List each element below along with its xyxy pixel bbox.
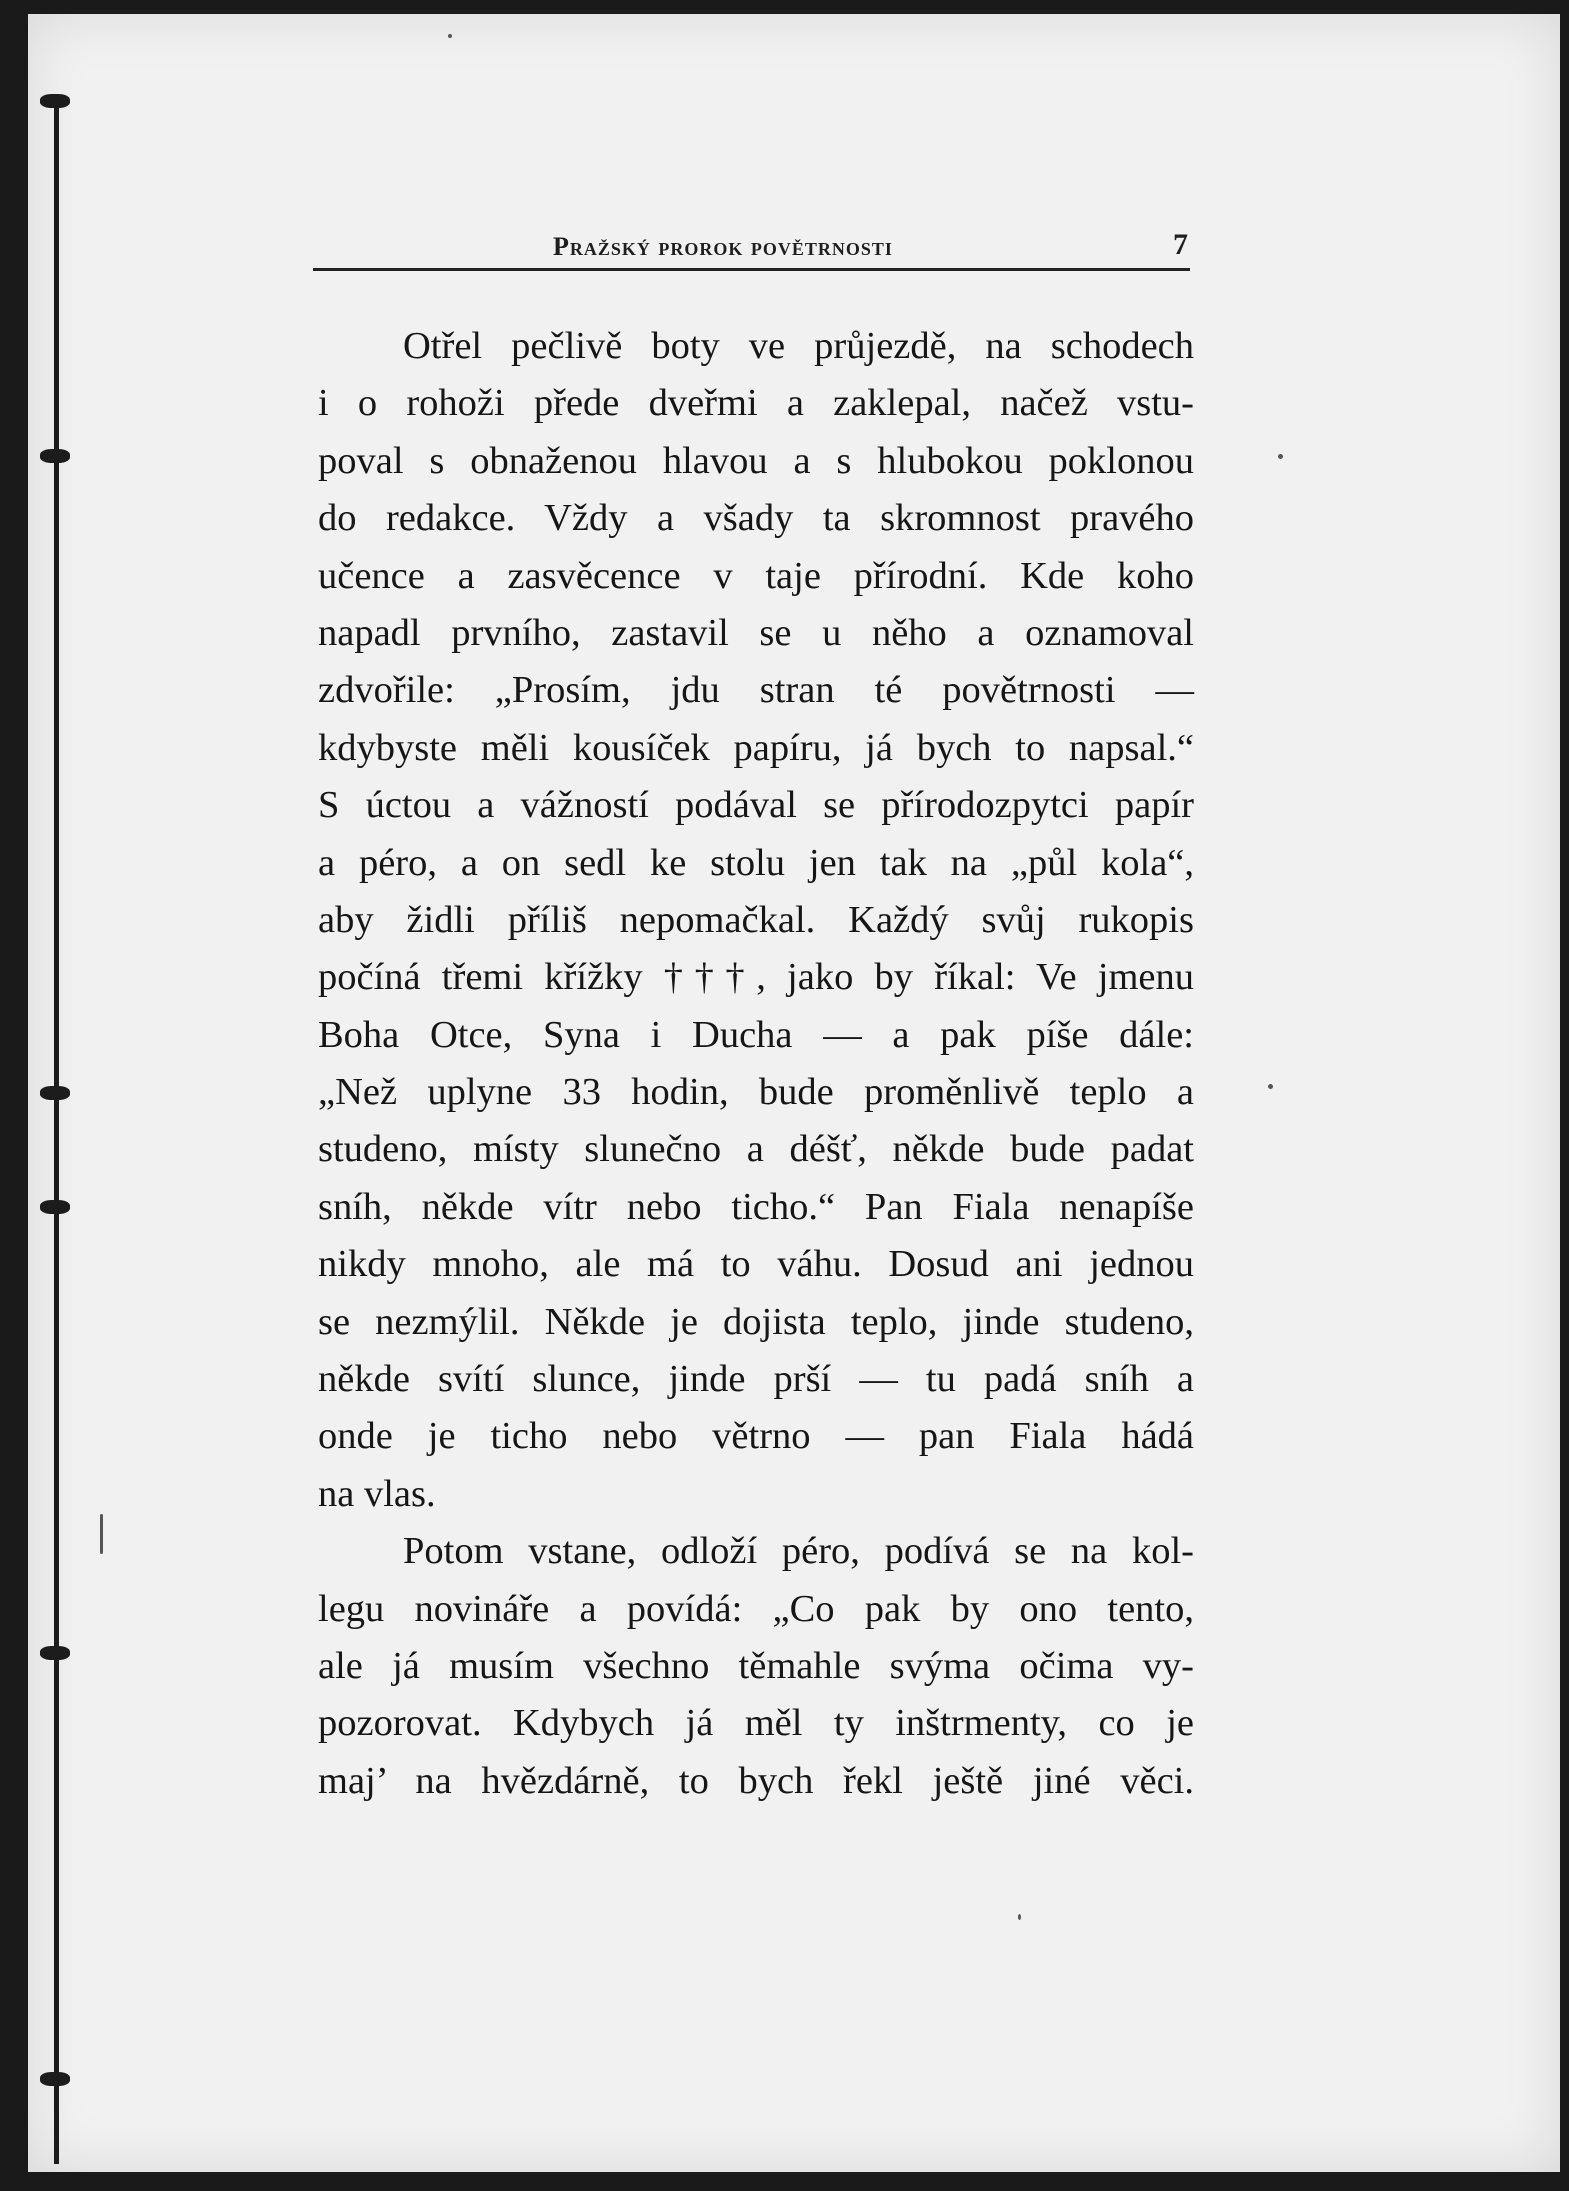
paper-speck: [1018, 1914, 1021, 1920]
text-line: na vlas.: [318, 1472, 436, 1515]
text-line: Boha Otce, Syna i Ducha — a pak píše dále:: [318, 1013, 1194, 1056]
text-line: sníh, někde vítr nebo ticho.“ Pan Fiala nenapíše: [318, 1185, 1194, 1228]
text-line: ale já musím všechno těmahle svýma očima vy-: [318, 1644, 1194, 1687]
text-line: poval s obnaženou hlavou a s hlubokou poklonou: [318, 439, 1194, 482]
text-line: legu novináře a povídá: „Co pak by ono tento,: [318, 1587, 1194, 1630]
text-line: učence a zasvěcence v taje přírodní. Kde koho: [318, 554, 1194, 597]
text-line: onde je ticho nebo větrno — pan Fiala hádá: [318, 1415, 1194, 1458]
paragraph: [318, 318, 1194, 1523]
text-line: do redakce. Vždy a všady ta skromnost pravého: [318, 497, 1194, 540]
binding-mark: [40, 2072, 70, 2086]
text-line: napadl prvního, zastavil se u něho a oznamoval: [318, 611, 1194, 654]
paper-speck: [448, 34, 452, 38]
text-line: studeno, místy slunečno a déšť, někde bude padat: [318, 1128, 1194, 1171]
page-binding-edge: [54, 104, 59, 2164]
text-line: kdybyste měli kousíček papíru, já bych to napsal.“: [318, 726, 1194, 769]
running-head: [313, 228, 1190, 271]
binding-mark: [40, 94, 70, 108]
body-text: [318, 318, 1194, 1810]
paper-speck: [100, 1514, 103, 1554]
binding-mark: [40, 449, 70, 463]
text-line: „Než uplyne 33 hodin, bude proměnlivě teplo a: [318, 1071, 1194, 1114]
paper-speck: [1268, 1084, 1273, 1089]
binding-mark: [40, 1646, 70, 1660]
text-line: maj’ na hvězdárně, to bych řekl ještě jiné věci.: [318, 1759, 1194, 1802]
paper-speck: [1278, 454, 1283, 459]
text-line: aby židli příliš nepomačkal. Každý svůj rukopis: [318, 898, 1194, 941]
text-line: se nezmýlil. Někde je dojista teplo, jinde studeno,: [318, 1300, 1194, 1343]
text-line: někde svítí slunce, jinde prší — tu padá sníh a: [318, 1358, 1194, 1401]
text-line: i o rohoži přede dveřmi a zaklepal, načež vstu-: [318, 382, 1194, 425]
text-line: S úctou a vážností podával se přírodozpytci papír: [318, 784, 1194, 827]
text-line: Potom vstane, odloží péro, podívá se na kol-: [403, 1530, 1194, 1573]
text-line: počíná třemi křížky †††, jako by říkal: Ve jmenu: [318, 956, 1194, 999]
text-line: pozorovat. Kdybych já měl ty inštrmenty, co je: [318, 1702, 1194, 1745]
text-line: a péro, a on sedl ke stolu jen tak na „půl kola“,: [318, 841, 1194, 884]
text-line: nikdy mnoho, ale má to váhu. Dosud ani jednou: [318, 1243, 1194, 1286]
page-number: 7: [1173, 228, 1188, 261]
binding-mark: [40, 1086, 70, 1100]
paragraph: [318, 1523, 1194, 1810]
text-line: zdvořile: „Prosím, jdu stran té povětrnosti —: [318, 669, 1194, 712]
binding-mark: [40, 1200, 70, 1214]
running-title: Pražský prorok povětrnosti: [553, 232, 893, 261]
text-line: Otřel pečlivě boty ve průjezdě, na schodech: [403, 325, 1194, 367]
